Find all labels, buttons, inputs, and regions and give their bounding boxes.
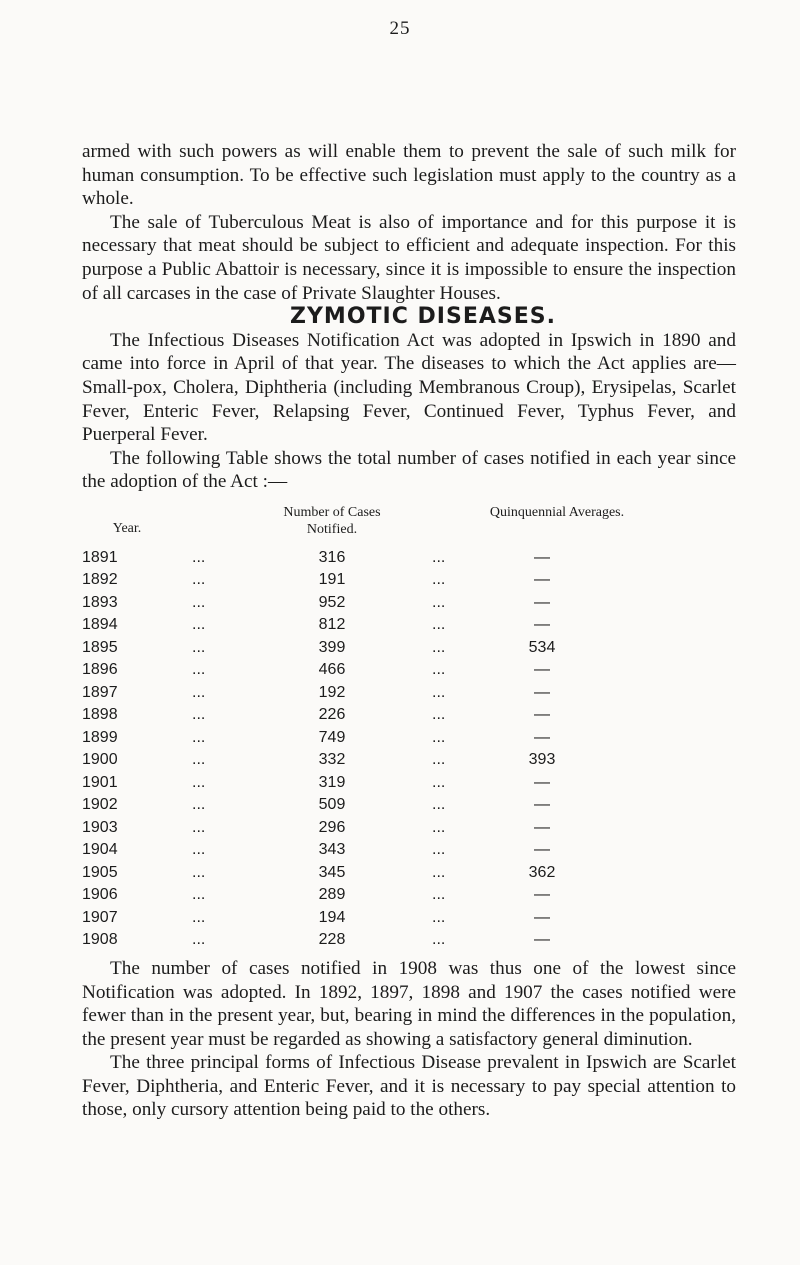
row-leader-dots: ... [432, 571, 446, 589]
table-row [82, 838, 736, 861]
row-average: — [534, 616, 550, 634]
row-cases: 228 [318, 931, 346, 949]
table-row [82, 928, 736, 951]
row-average: — [534, 796, 550, 814]
row-cases: 192 [318, 683, 346, 701]
table-row [82, 906, 736, 929]
table-row [82, 771, 736, 794]
row-average: 393 [528, 751, 556, 769]
row-cases: 399 [318, 638, 346, 656]
row-leader-dots: ... [432, 908, 446, 926]
row-cases: 289 [318, 886, 346, 904]
row-year: 1902 [82, 796, 118, 814]
row-leader-dots: ... [432, 818, 446, 836]
table-row [82, 613, 736, 636]
row-average: — [534, 593, 550, 611]
table-row [82, 636, 736, 659]
row-leader-dots: ... [432, 728, 446, 746]
row-leader-dots: ... [432, 886, 446, 904]
row-cases: 316 [318, 548, 346, 566]
row-average: — [534, 706, 550, 724]
row-leader-dots: ... [192, 751, 206, 769]
row-leader-dots: ... [432, 841, 446, 859]
row-leader-dots: ... [432, 796, 446, 814]
row-year: 1900 [82, 751, 118, 769]
row-leader-dots: ... [192, 706, 206, 724]
row-leader-dots: ... [192, 931, 206, 949]
closing-paragraph-1: The number of cases notified in 1908 was thus one of the lowest since Notification was adopted. In 1892, 1897, 1898 and 1907 the cases notified were fewer than in the present year, but, bearing in mind the differences in the population, the present year must be regarded as showing a satisfactory general diminution. [82, 957, 736, 1050]
table-body [82, 546, 736, 951]
table-row [82, 883, 736, 906]
row-leader-dots: ... [192, 728, 206, 746]
table-row [82, 658, 736, 681]
table-row [82, 748, 736, 771]
row-average: 362 [528, 863, 556, 881]
row-cases: 332 [318, 751, 346, 769]
table-row [82, 546, 736, 569]
row-leader-dots: ... [432, 661, 446, 679]
row-leader-dots: ... [432, 751, 446, 769]
section-heading: ZYMOTIC DISEASES. [290, 304, 556, 330]
row-average: — [534, 931, 550, 949]
row-average: — [534, 571, 550, 589]
section-paragraph-1: The Infectious Diseases Notification Act was adopted in Ipswich in 1890 and came into force in April of that year. The diseases to which the Act applies are—Small-pox, Cholera, Diphtheria (including Membranous Croup), Erysipelas, Scarlet Fever, Enteric Fever, Relapsing Fever, Continued Fever, Typhus Fever, and Puerperal Fever. [82, 329, 736, 446]
row-year: 1899 [82, 728, 118, 746]
row-cases: 226 [318, 706, 346, 724]
row-leader-dots: ... [192, 638, 206, 656]
row-cases: 509 [318, 796, 346, 814]
row-leader-dots: ... [432, 548, 446, 566]
row-leader-dots: ... [192, 683, 206, 701]
row-cases: 749 [318, 728, 346, 746]
table-header [82, 504, 736, 546]
table-row [82, 726, 736, 749]
header-averages: Quinquennial Averages. [489, 504, 625, 520]
row-year: 1904 [82, 841, 118, 859]
row-year: 1908 [82, 931, 118, 949]
row-leader-dots: ... [432, 616, 446, 634]
row-leader-dots: ... [432, 773, 446, 791]
header-year: Year. [112, 520, 142, 536]
row-leader-dots: ... [432, 638, 446, 656]
table-row [82, 816, 736, 839]
row-cases: 194 [318, 908, 346, 926]
table-row [82, 681, 736, 704]
row-leader-dots: ... [432, 683, 446, 701]
row-average: — [534, 908, 550, 926]
table-row [82, 861, 736, 884]
section-paragraph-2: The following Table shows the total number of cases notified in each year since the adoption of the Act :— [82, 447, 736, 493]
intro-paragraph-1: armed with such powers as will enable them to prevent the sale of such milk for human consumption. To be effective such legislation must apply to the country as a whole. [82, 141, 736, 210]
row-average: — [534, 728, 550, 746]
row-cases: 191 [318, 571, 346, 589]
row-year: 1891 [82, 548, 118, 566]
row-year: 1893 [82, 593, 118, 611]
row-leader-dots: ... [192, 616, 206, 634]
row-average: — [534, 818, 550, 836]
row-cases: 296 [318, 818, 346, 836]
table-row [82, 568, 736, 591]
table-row [82, 793, 736, 816]
notification-table [82, 504, 736, 951]
row-leader-dots: ... [432, 863, 446, 881]
row-leader-dots: ... [192, 908, 206, 926]
row-leader-dots: ... [192, 773, 206, 791]
row-cases: 319 [318, 773, 346, 791]
row-leader-dots: ... [192, 886, 206, 904]
row-cases: 343 [318, 841, 346, 859]
row-year: 1906 [82, 886, 118, 904]
row-year: 1892 [82, 571, 118, 589]
row-average: — [534, 548, 550, 566]
row-year: 1901 [82, 773, 118, 791]
row-leader-dots: ... [192, 818, 206, 836]
row-leader-dots: ... [432, 931, 446, 949]
row-leader-dots: ... [192, 796, 206, 814]
page-body [82, 140, 736, 1122]
row-average: — [534, 886, 550, 904]
row-average: — [534, 661, 550, 679]
row-average: — [534, 841, 550, 859]
row-year: 1897 [82, 683, 118, 701]
row-cases: 466 [318, 661, 346, 679]
intro-paragraph-2: The sale of Tuberculous Meat is also of importance and for this purpose it is necessary that meat should be subject to efficient and adequate inspection. For this purpose a Public Abattoir is necessary, since it is impossible to ensure the inspection of all carcases in the case of Private Slaughter Houses. [82, 211, 736, 304]
row-year: 1894 [82, 616, 118, 634]
row-cases: 345 [318, 863, 346, 881]
table-row [82, 703, 736, 726]
row-year: 1905 [82, 863, 118, 881]
row-year: 1898 [82, 706, 118, 724]
row-year: 1896 [82, 661, 118, 679]
row-cases: 812 [318, 616, 346, 634]
row-leader-dots: ... [192, 548, 206, 566]
row-average: — [534, 773, 550, 791]
row-average: 534 [528, 638, 556, 656]
row-year: 1895 [82, 638, 118, 656]
header-cases: Number of Cases Notified. [283, 504, 381, 537]
row-leader-dots: ... [192, 863, 206, 881]
table-row [82, 591, 736, 614]
row-leader-dots: ... [432, 593, 446, 611]
row-leader-dots: ... [192, 661, 206, 679]
row-leader-dots: ... [192, 841, 206, 859]
row-cases: 952 [318, 593, 346, 611]
row-year: 1903 [82, 818, 118, 836]
row-leader-dots: ... [192, 593, 206, 611]
page-number: 25 [389, 18, 411, 39]
row-leader-dots: ... [192, 571, 206, 589]
row-leader-dots: ... [432, 706, 446, 724]
closing-paragraph-2: The three principal forms of Infectious Disease prevalent in Ipswich are Scarlet Fever, Diphtheria, and Enteric Fever, and it is necessary to pay special attention to those, only cursory attention being paid to the others. [82, 1052, 736, 1121]
row-average: — [534, 683, 550, 701]
row-year: 1907 [82, 908, 118, 926]
